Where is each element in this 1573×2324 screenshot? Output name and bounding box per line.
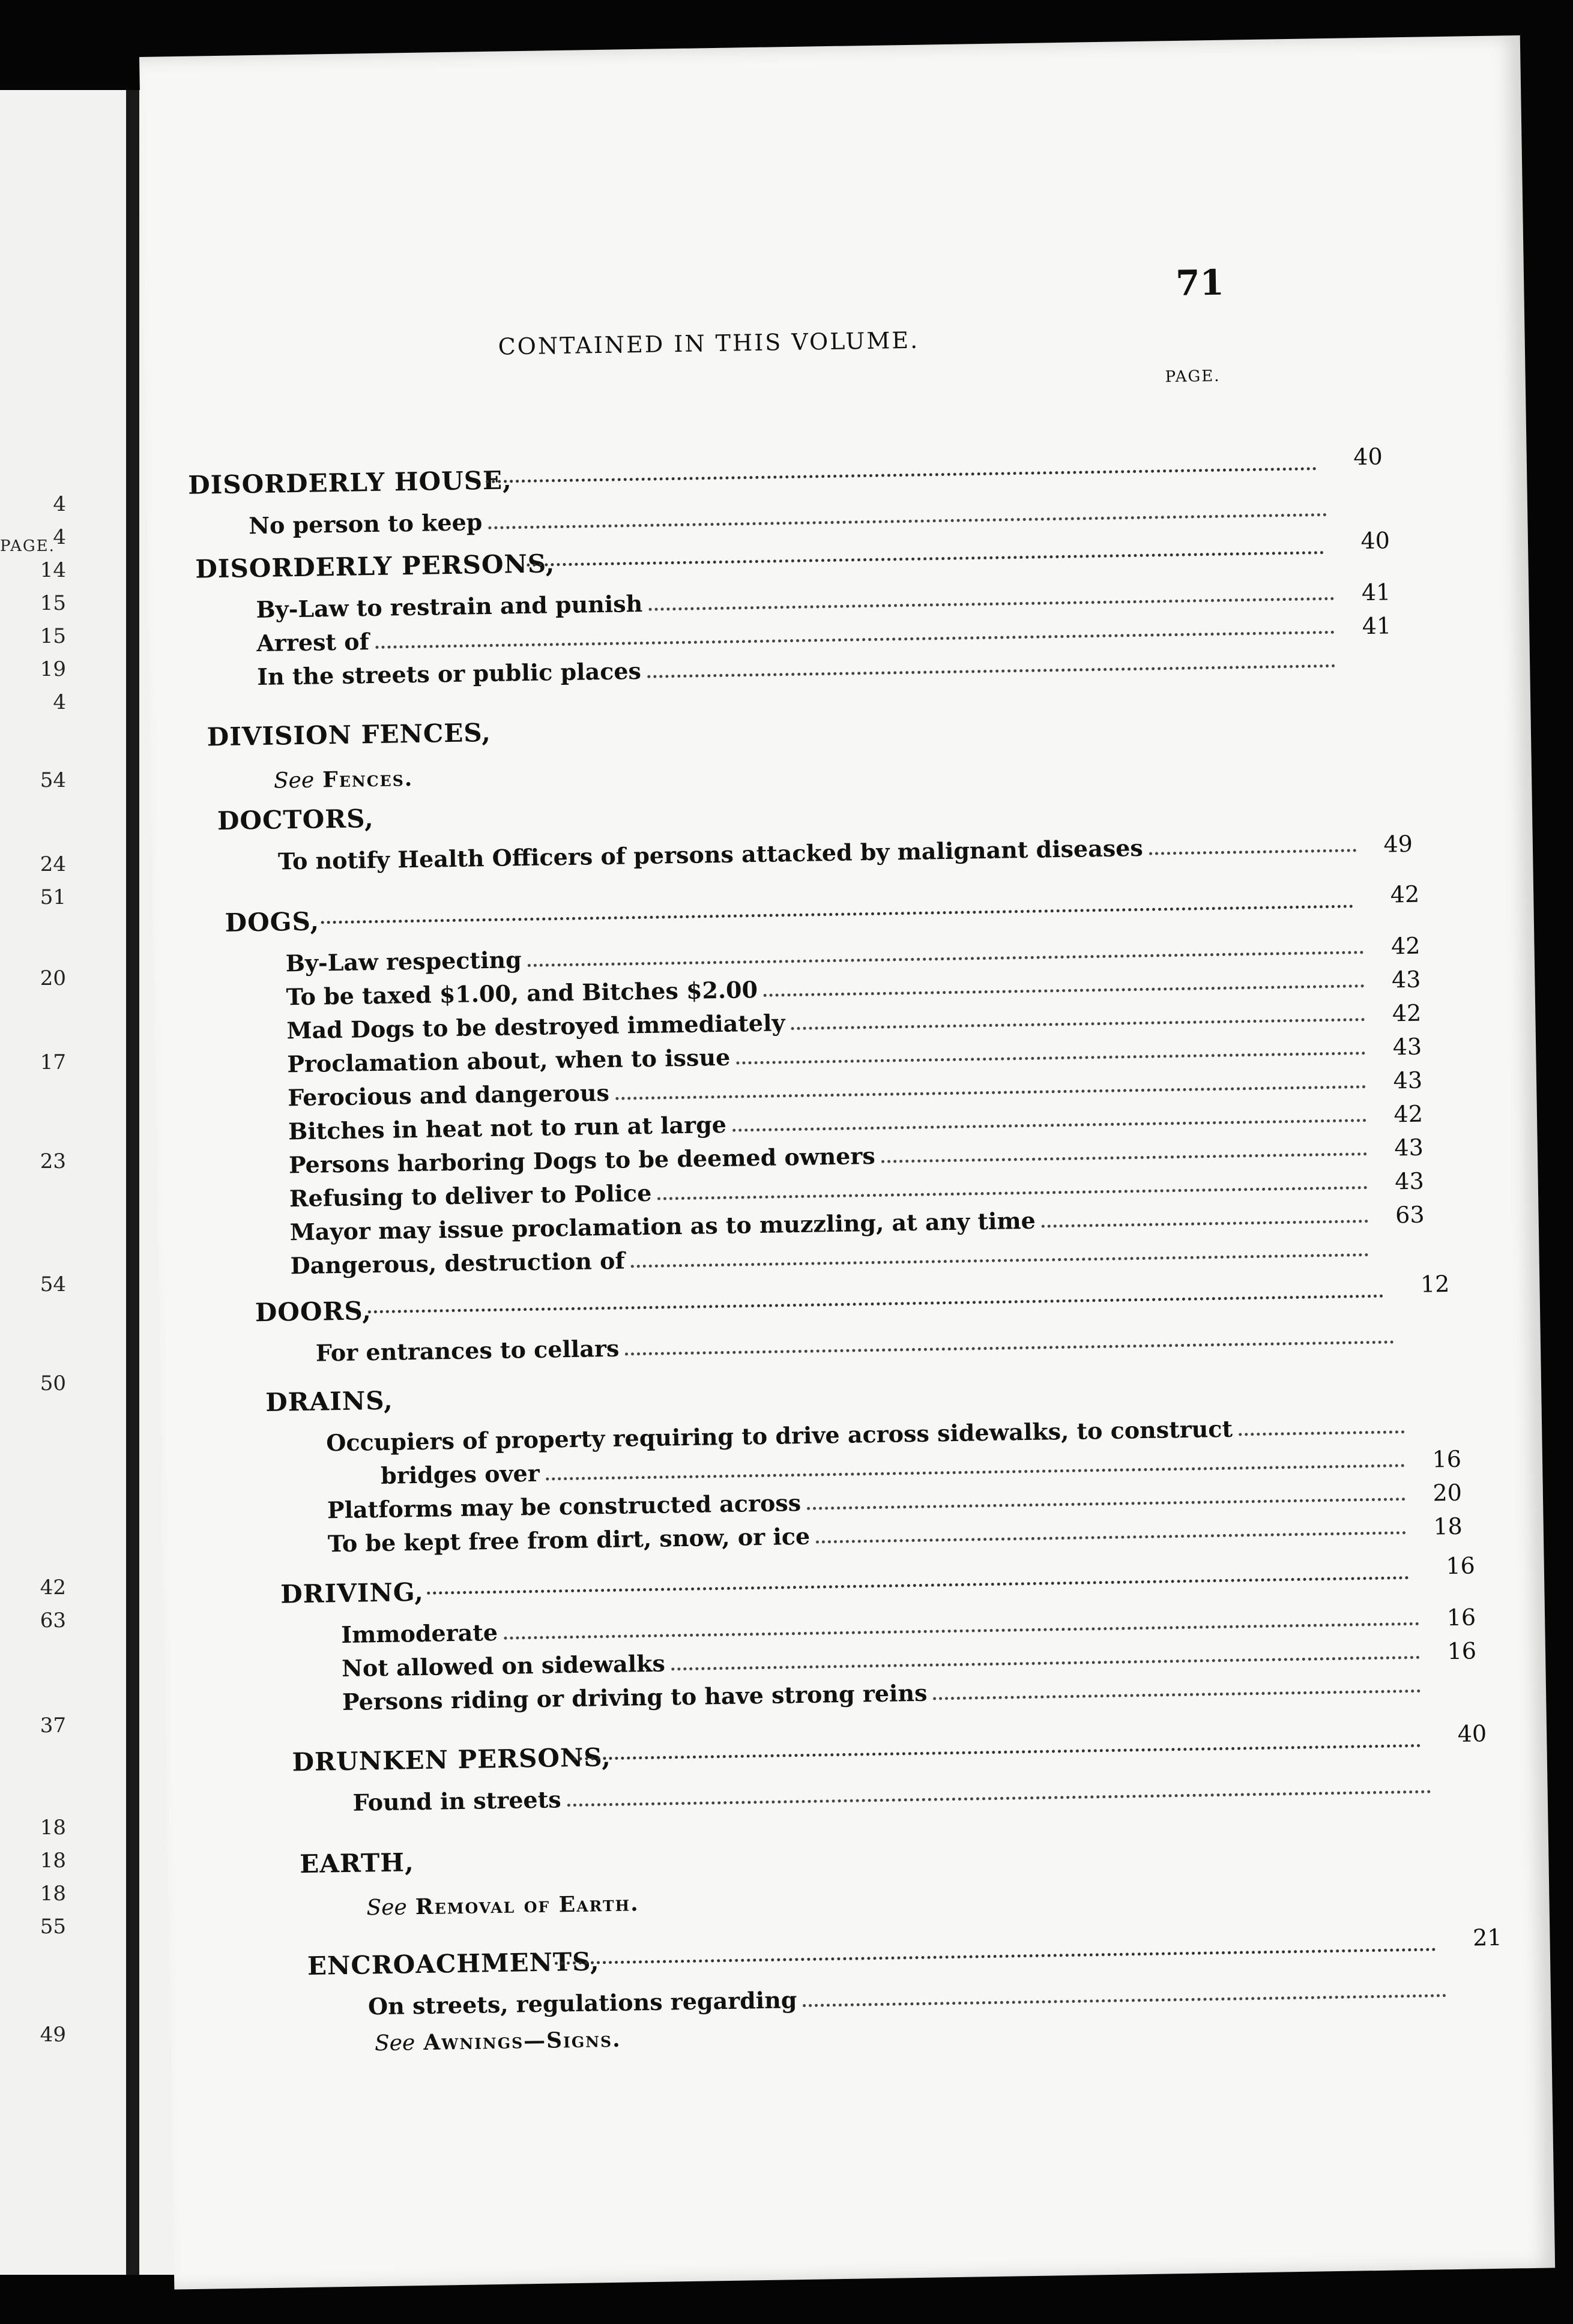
subentry-list bbox=[183, 926, 1425, 1281]
subentry-label: Ferocious and dangerous bbox=[287, 1079, 610, 1112]
entry-page-number: 42 bbox=[1390, 881, 1420, 908]
dot-leader bbox=[631, 1253, 1369, 1268]
book-gutter bbox=[126, 90, 139, 2275]
subentry-label: To notify Health Officers of persons attacked by malignant diseases bbox=[277, 834, 1144, 875]
entry-heading: DOGS, bbox=[225, 906, 320, 938]
index-entry bbox=[213, 1270, 1451, 1368]
entry-page-number: 40 bbox=[1353, 443, 1383, 471]
left-page-number: 50 bbox=[40, 1371, 66, 1395]
index-page bbox=[139, 35, 1555, 2290]
subentry-label: Mad Dogs to be destroyed immediately bbox=[286, 1009, 785, 1044]
subentry-page-number bbox=[1344, 672, 1392, 673]
entry-page-number: 16 bbox=[1446, 1552, 1476, 1580]
subentry-page-number: 18 bbox=[1433, 1513, 1463, 1540]
left-page-number: 54 bbox=[40, 768, 66, 792]
subentry-page-number: 41 bbox=[1362, 612, 1392, 640]
entry-heading: DRUNKEN PERSONS, bbox=[292, 1742, 612, 1777]
dot-leader bbox=[934, 1690, 1421, 1700]
subentry-page-number: 16 bbox=[1447, 1637, 1477, 1665]
left-page-number: 4 bbox=[53, 525, 66, 549]
dot-leader bbox=[527, 549, 1324, 567]
left-page-number: 24 bbox=[40, 852, 66, 876]
dot-leader bbox=[881, 1152, 1367, 1163]
entry-page-number: 40 bbox=[1360, 527, 1390, 555]
left-page-number: 20 bbox=[40, 966, 66, 990]
left-page-number: 14 bbox=[40, 558, 66, 582]
dot-leader bbox=[486, 465, 1317, 483]
left-page-number: 55 bbox=[40, 1915, 66, 1939]
subentry-label: Dangerous, destruction of bbox=[290, 1247, 626, 1280]
subentry-label: Occupiers of property requiring to drive across sidewalks, to construct bbox=[325, 1415, 1233, 1457]
subentry-page-number: 43 bbox=[1392, 1033, 1422, 1061]
left-page-number: 49 bbox=[40, 2023, 66, 2047]
left-page-number: 18 bbox=[40, 1816, 66, 1840]
subentry-page-number: 63 bbox=[1395, 1201, 1425, 1229]
entry-page-number: 21 bbox=[1472, 1924, 1502, 1951]
subentry-page-number bbox=[1440, 1798, 1488, 1799]
subentry-label: Persons riding or driving to have strong reins bbox=[342, 1679, 928, 1716]
subentry-label: Platforms may be constructed across bbox=[327, 1489, 802, 1524]
left-page-number: 63 bbox=[40, 1609, 66, 1633]
subentry-label: Mayor may issue proclamation as to muzzling, at any time bbox=[289, 1206, 1036, 1246]
entry-heading: DISORDERLY HOUSE, bbox=[187, 465, 513, 500]
subentry-list bbox=[154, 571, 1392, 691]
subentry-label: Persons harboring Dogs to be deemed owners bbox=[288, 1142, 876, 1179]
subentry-page-number: 42 bbox=[1390, 932, 1421, 960]
left-page-number: 15 bbox=[40, 624, 66, 648]
subentry-page-number: 43 bbox=[1391, 966, 1421, 993]
subentry-label: By-Law to restrain and punish bbox=[256, 589, 643, 624]
dot-leader bbox=[427, 1574, 1409, 1595]
dot-leader bbox=[1239, 1430, 1404, 1436]
dot-leader bbox=[488, 513, 1327, 529]
subentry-label: To be taxed $1.00, and Bitches $2.00 bbox=[286, 976, 758, 1011]
running-head: CONTAINED IN THIS VOLUME. bbox=[498, 327, 920, 360]
dot-leader bbox=[555, 1945, 1436, 1964]
left-page-number: 15 bbox=[40, 591, 66, 615]
subentry-label: On streets, regulations regarding bbox=[367, 1986, 797, 2020]
left-page-number: 18 bbox=[40, 1849, 66, 1873]
index-entry bbox=[238, 1552, 1477, 1717]
left-page-number: 54 bbox=[40, 1272, 66, 1296]
subentry-page-number: 42 bbox=[1393, 1100, 1424, 1128]
dot-leader bbox=[368, 1292, 1384, 1314]
subentry-list bbox=[224, 1405, 1463, 1559]
entry-heading: DRAINS, bbox=[265, 1385, 393, 1417]
subentry-page-number: 41 bbox=[1361, 579, 1391, 606]
dot-leader bbox=[1042, 1220, 1368, 1228]
entry-heading: DIVISION FENCES, bbox=[207, 717, 492, 752]
entry-heading: DOCTORS, bbox=[217, 804, 374, 836]
subentry-page-number: 43 bbox=[1393, 1067, 1423, 1094]
left-page-number: 37 bbox=[40, 1714, 66, 1738]
cross-reference-prefix: See bbox=[366, 1895, 408, 1921]
left-page-number: 19 bbox=[40, 657, 66, 681]
index-entry bbox=[223, 1369, 1463, 1559]
dot-leader bbox=[647, 664, 1335, 678]
entry-heading: DISORDERLY PERSONS, bbox=[195, 549, 555, 584]
index-entry bbox=[153, 527, 1392, 691]
cross-reference-prefix: See bbox=[273, 768, 315, 793]
subentry-page-number: 20 bbox=[1433, 1479, 1463, 1507]
entry-heading: EARTH, bbox=[299, 1847, 415, 1879]
subentry-label: For entrances to cellars bbox=[315, 1334, 620, 1367]
subentry-page-number: 49 bbox=[1383, 830, 1413, 858]
subentry-list bbox=[239, 1597, 1477, 1717]
entry-page-number: 12 bbox=[1420, 1270, 1450, 1298]
subentry-label: By-Law respecting bbox=[285, 946, 522, 977]
subentry-label: Proclamation about, when to issue bbox=[287, 1043, 731, 1078]
cross-reference-target: Awnings—Signs. bbox=[423, 2026, 621, 2055]
left-page-number: 17 bbox=[40, 1050, 66, 1074]
entry-page-number: 40 bbox=[1457, 1720, 1487, 1747]
left-page-number: 51 bbox=[40, 885, 66, 909]
subentry-page-number: 16 bbox=[1446, 1604, 1476, 1631]
subentry-page-number: 43 bbox=[1394, 1167, 1425, 1195]
subentry-label: Found in streets bbox=[352, 1786, 561, 1816]
subentry-label: In the streets or public places bbox=[256, 657, 642, 691]
subentry-label: Immoderate bbox=[340, 1618, 498, 1649]
left-page-number: 23 bbox=[40, 1149, 66, 1173]
index-entry bbox=[265, 1924, 1504, 2058]
dot-leader bbox=[816, 1531, 1406, 1543]
subentry-label: No person to keep bbox=[248, 508, 483, 540]
cross-reference-target: Removal of Earth. bbox=[415, 1891, 639, 1920]
subentry-label: Refusing to deliver to Police bbox=[289, 1179, 652, 1212]
left-page-number: 18 bbox=[40, 1882, 66, 1906]
left-page-number: 42 bbox=[40, 1576, 66, 1600]
subentry-page-number: 43 bbox=[1394, 1134, 1424, 1161]
dot-leader bbox=[573, 1742, 1421, 1760]
entry-heading: ENCROACHMENTS, bbox=[307, 1946, 600, 1981]
subentry-page-number bbox=[1429, 1697, 1477, 1698]
left-page-number: 4 bbox=[53, 690, 66, 714]
subentry-page-number: 42 bbox=[1392, 999, 1422, 1027]
page-number: 71 bbox=[1175, 262, 1225, 304]
dot-leader bbox=[567, 1790, 1431, 1807]
entry-heading: DOORS, bbox=[255, 1296, 372, 1328]
dot-leader bbox=[321, 902, 1354, 924]
index-entry bbox=[183, 881, 1425, 1281]
left-page-number: 4 bbox=[53, 492, 66, 516]
page-column-label: PAGE. bbox=[1165, 367, 1221, 387]
index-entry bbox=[175, 787, 1413, 876]
subentry-label: bridges over bbox=[380, 1459, 540, 1489]
index-entry bbox=[146, 443, 1384, 541]
left-page-column-label: PAGE. bbox=[0, 537, 55, 555]
index-entry bbox=[165, 703, 1402, 795]
subentry-label: Arrest of bbox=[256, 628, 370, 657]
cross-reference-prefix: See bbox=[374, 2030, 415, 2056]
index-entry bbox=[258, 1831, 1496, 1922]
subentry-label: To be kept free from dirt, snow, or ice bbox=[327, 1522, 811, 1558]
dot-leader bbox=[625, 1340, 1393, 1355]
index-entry bbox=[250, 1720, 1488, 1817]
subentry-label: Not allowed on sidewalks bbox=[341, 1649, 666, 1682]
entry-heading: DRIVING, bbox=[280, 1577, 424, 1609]
subentry-label: Bitches in heat not to run at large bbox=[288, 1110, 727, 1145]
dot-leader bbox=[1149, 849, 1356, 855]
cross-reference-target: Fences. bbox=[322, 765, 414, 793]
subentry-page-number: 16 bbox=[1432, 1445, 1462, 1473]
